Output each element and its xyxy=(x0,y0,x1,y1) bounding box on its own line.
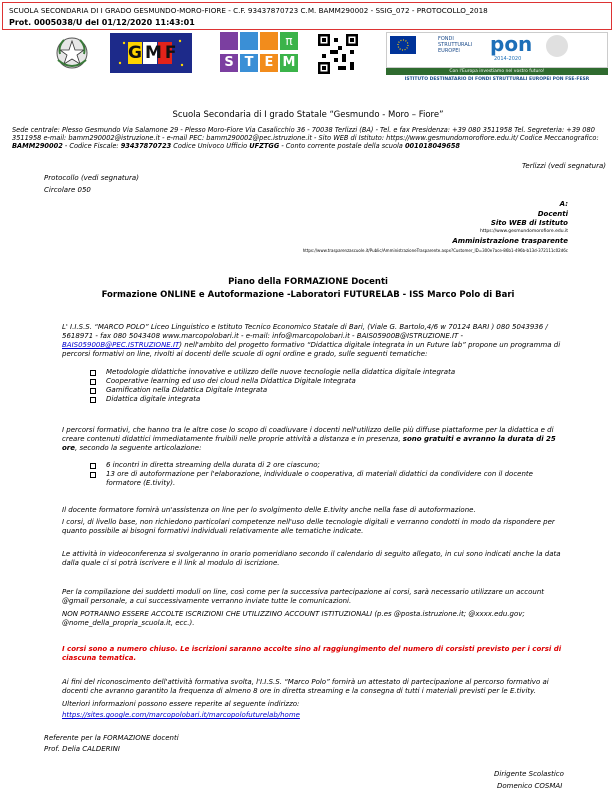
school-info-text-2: - Codice Fiscale: xyxy=(62,142,121,151)
paragraph-closed-number: I corsi sono a numero chiuso. Le iscrizioni saranno accolte sino al raggiungimento del numero di corsisti previsto per i corsi di ciascuna tematica. xyxy=(62,645,562,662)
recipient-sito-url: https://www.gesmundomorofiore.edu.it xyxy=(480,229,568,234)
recipient-amministrazione: Amministrazione trasparente xyxy=(452,237,568,245)
doc-title-line-2: Formazione ONLINE e Autoformazione -Laboratori FUTURELAB - ISS Marco Polo di Bari xyxy=(101,290,515,300)
recipients-label: A: xyxy=(559,200,568,208)
paragraph-videoconference: Le attività in videoconferenza si svolgeranno in orario pomeridiano secondo il calendario di seguito allegato, in cui sono indicati anche la data dalla quale ci si potrà iscrivere e il link al modulo di iscrizione. xyxy=(62,550,561,567)
list-item: Gamification nella Didattica Digitale Integrata xyxy=(84,386,544,395)
paragraph-more-info: Ulteriori informazioni possono essere reperite al seguente indirizzo: xyxy=(62,700,300,708)
eu-flag-icon xyxy=(390,36,416,54)
recipient-sito: Sito WEB di Istituto xyxy=(490,219,568,227)
atom-icon xyxy=(240,32,258,50)
paragraph-gmail: Per la compilazione dei suddetti moduli on line, così come per la successiva partecipazione ai corsi, sarà necessario utilizzare un account @gmail personale, a cui successivamente verranno inviate tutte le comunicazioni. xyxy=(62,588,544,605)
protocol-stamp xyxy=(2,2,612,30)
school-fiscal-code: 93437870723 xyxy=(120,142,172,151)
stamp-line-2: Prot. 0005038/U del 01/12/2020 11:43:01 xyxy=(9,18,195,27)
signature-name: Domenico COSMAI xyxy=(497,782,563,790)
school-office-code: UFZTGG xyxy=(249,142,280,151)
school-info-text-3: Codice Univoco Ufficio xyxy=(171,142,250,151)
stem-logo xyxy=(220,32,300,74)
stem-letter-t: T xyxy=(240,54,258,72)
courses-text-2: , secondo la seguente articolazione: xyxy=(75,444,202,452)
flask-icon xyxy=(220,32,238,50)
gmf-logo xyxy=(110,33,192,73)
intro-paragraph xyxy=(62,323,566,359)
doc-title-line-1: Piano della FORMAZIONE Docenti xyxy=(228,277,388,287)
pi-icon: π xyxy=(280,32,298,50)
paragraph-no-institutional: NON POTRANNO ESSERE ACCOLTE ISCRIZIONI CHE UTILIZZINO ACCOUNT ISTITUZIONALI (p.es @posta.istruzione.it; @xxxx.edu.gov; @nome_della_propria_scuola.it, ecc.). xyxy=(62,610,525,627)
paragraph-certificate: Ai fini del riconoscimento dell'attività formativa svolta, l'I.I.S.S. “Marco Polo” fornirà un attestato di partecipazione al percorso formativo ai docenti che avranno garantito la frequenza di almeno 8 ore in diretta streaming e la consegna di tutti i materiali previsti per le E.tivity. xyxy=(62,678,549,695)
recipient-amm-url: https://www.trasparenzascuole.it/Public/AmministrazioneTrasparente.aspx?Customer_ID=300e7ace-86b1-496b-b13d-372111c02d6c xyxy=(302,248,568,253)
pon-years: 2014-2020 xyxy=(494,56,522,62)
school-info-text-4: - Conto corrente postale della scuola xyxy=(279,142,405,151)
school-name: Scuola Secondaria di I grado Statale “Gesmundo - Moro – Fiore” xyxy=(172,110,444,120)
list-item: Metodologie didattiche innovative e utilizzo delle nuove tecnologie nella didattica digitale integrata xyxy=(84,368,544,377)
school-code: BAMM290002 xyxy=(12,142,63,151)
signature-role: Dirigente Scolastico xyxy=(494,770,564,778)
pec-link[interactable]: BAIS05900B@PEC.ISTRUZIONE.IT xyxy=(62,341,180,349)
intro-text-2: ) nell'ambito del progetto formativo “Didattica digitale integrata in un Future lab” propone un programma di percorsi formativi on line, rivolti ai docenti delle scuole di ogni ordine e grado, sulle seguenti tematiche: xyxy=(62,341,561,358)
school-info-text: Sede centrale: Plesso Gesmundo Via Salamone 29 - Plesso Moro-Fiore Via Casalicchio 36 - 70038 Terlizzi (BA) - Tel. e fax Presidenza: +39 080 3511958 Tel. Segreteria: +39 080 3511958 e-mail: bamm290002@istruzione.it - e-mail PEC: bamm290002@pec.istruzione.it - Sito WEB di Istituto: https://www.gesmundomorofiore.edu.it/ Codice Meccanografico: xyxy=(12,126,599,143)
referent-name: Prof. Delia CALDERINI xyxy=(44,745,120,753)
stem-letter-m: M xyxy=(280,54,298,72)
stem-letter-s: S xyxy=(220,54,238,72)
list-item: 13 ore di autoformazione per l'elaborazione, individuale o cooperativa, di materiali didattici da condividere con il docente formatore (E.tivity). xyxy=(84,470,566,488)
pon-fondi-text: FONDI STRUTTURALI EUROPEI xyxy=(438,36,472,54)
protocol-ref: Protocollo (vedi segnatura) xyxy=(44,174,139,182)
list-item: 6 incontri in diretta streaming della durata di 2 ore ciascuno; xyxy=(84,461,566,470)
gear-icon xyxy=(260,32,278,50)
pon-caption: ISTITUTO DESTINATARIO DI FONDI STRUTTURALI EUROPEI PON FSE-FESR xyxy=(404,77,590,82)
referent-label: Referente per la FORMAZIONE docenti xyxy=(44,734,179,742)
pon-banner xyxy=(386,32,608,84)
paragraph-level: I corsi, di livello base, non richiedono particolari competenze nell'uso delle tecnologie digitali e verranno condotti in modo da rispondere per quanto possibile ai bisogni formativi individuali relativamente alle tematiche indicate. xyxy=(62,518,555,535)
qr-code xyxy=(318,34,358,74)
intro-text: L' I.I.S.S. “MARCO POLO” Liceo Linguistico e Istituto Tecnico Economico Statale di Bari, (Viale G. Bartolo,4/6 w 70124 BARI ) 080 5043936 / 5618971 - fax 080 5043408 www.marcopolobari.it - e-mail: info@marcopolobari.it - BAIS05900B@ISTRUZIONE.IT - xyxy=(62,323,548,340)
italian-republic-emblem xyxy=(52,34,92,72)
pon-logo-text: pon xyxy=(490,32,533,56)
courses-text: I percorsi formativi, che hanno tra le altre cose lo scopo di coadiuvare i docenti nell'utilizzo delle più diffuse piattaforme per la didattica e di creare contenuti didattici immediatamente fruibili nelle proprie attività a distanza e in presenza, xyxy=(62,426,554,443)
gmf-letters: GMF xyxy=(128,43,180,63)
courses-free-duration: sono gratuiti e avranno la durata di 25 ore xyxy=(62,435,556,452)
paragraph-assistance: Il docente formatore fornirà un'assistenza on line per lo svolgimento delle E.tivity anche nella fase di autoformazione. xyxy=(62,506,476,514)
recipient-docenti: Docenti xyxy=(537,210,568,218)
pon-bar: Con l'Europa investiamo nel vostro futuro! xyxy=(386,68,608,75)
futurelab-link[interactable]: https://sites.google.com/marcopolobari.it/marcopolofuturelab/home xyxy=(62,711,300,719)
list-item: Cooperative learning ed uso dei cloud nella Didattica Digitale Integrata xyxy=(84,377,544,386)
ministry-seal-icon xyxy=(546,35,568,57)
paragraph-courses xyxy=(62,426,566,453)
stem-letter-e: E xyxy=(260,54,278,72)
articolazione-list xyxy=(84,461,566,488)
school-postal-account: 001018049658 xyxy=(404,142,461,151)
place-date: Terlizzi (vedi segnatura) xyxy=(522,162,606,170)
list-item: Didattica digitale integrata xyxy=(84,395,544,404)
topics-list xyxy=(84,368,544,404)
school-info xyxy=(12,126,606,151)
circolare-number: Circolare 050 xyxy=(44,186,91,194)
stamp-line-1: SCUOLA SECONDARIA DI I GRADO GESMUNDO-MORO-FIORE - C.F. 93437870723 C.M. BAMM290002 - SSIG_072 - PROTOCOLLO_2018 xyxy=(9,6,488,15)
